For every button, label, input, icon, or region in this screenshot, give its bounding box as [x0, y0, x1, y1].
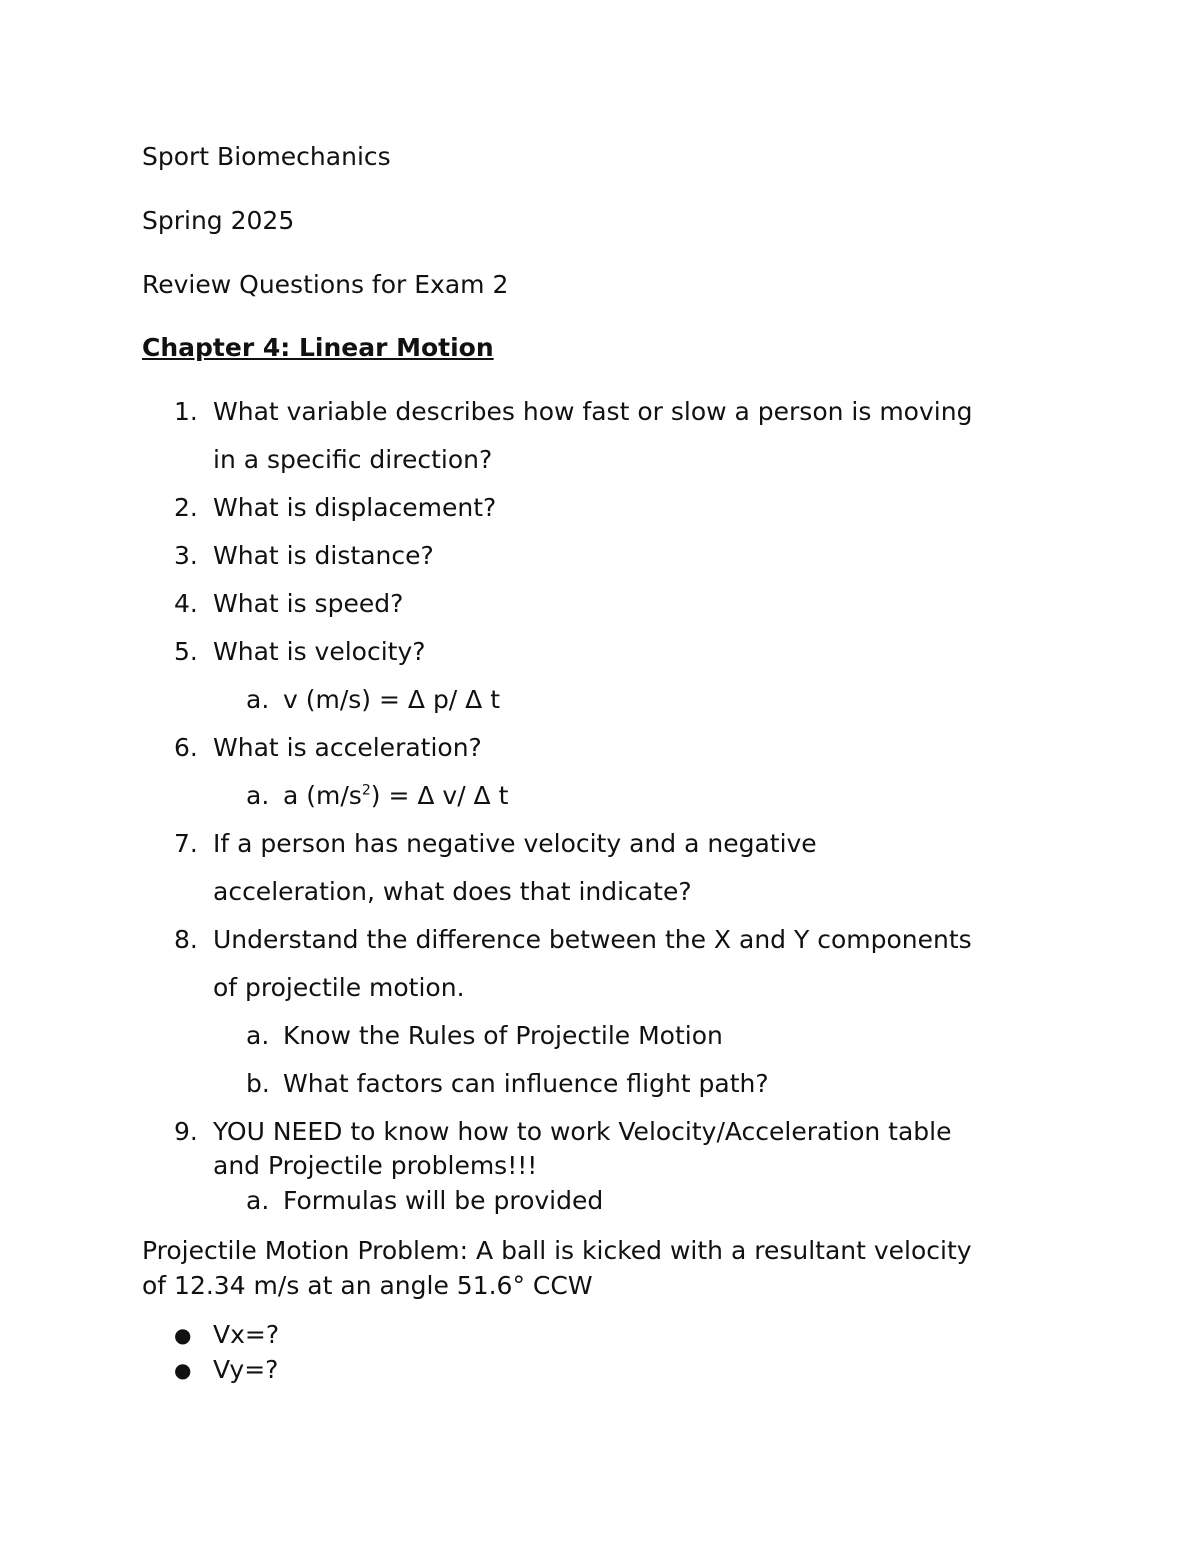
question-number: 2.	[174, 493, 198, 522]
velocity-formula: v (m/s) = Δ p/ Δ t	[283, 685, 501, 714]
question-text-continued: and Projectile problems!!!	[213, 1151, 538, 1180]
course-title: Sport Biomechanics	[142, 142, 391, 171]
question-text-continued: of projectile motion.	[213, 973, 465, 1002]
question-text-continued: acceleration, what does that indicate?	[213, 877, 692, 906]
subquestion-text: Formulas will be provided	[283, 1186, 604, 1215]
problem-statement-continued: of 12.34 m/s at an angle 51.6° CCW	[142, 1271, 593, 1300]
bullet-icon: ●	[174, 1358, 192, 1382]
question-number: 3.	[174, 541, 198, 570]
subquestion-label: a.	[246, 1186, 270, 1215]
question-number: 9.	[174, 1117, 198, 1146]
question-text: What is acceleration?	[213, 733, 482, 762]
question-number: 1.	[174, 397, 198, 426]
question-text: What is velocity?	[213, 637, 426, 666]
vy-prompt: Vy=?	[213, 1355, 279, 1384]
subquestion-label: a.	[246, 781, 270, 810]
subquestion-label: a.	[246, 1021, 270, 1050]
acceleration-formula	[283, 779, 508, 813]
problem-statement: Projectile Motion Problem: A ball is kicked with a resultant velocity	[142, 1236, 972, 1265]
subquestion-label: a.	[246, 685, 270, 714]
question-number: 7.	[174, 829, 198, 858]
question-text: What is distance?	[213, 541, 434, 570]
question-text: What variable describes how fast or slow a person is moving	[213, 397, 973, 426]
question-number: 8.	[174, 925, 198, 954]
question-number: 6.	[174, 733, 198, 762]
question-number: 4.	[174, 589, 198, 618]
question-text: If a person has negative velocity and a negative	[213, 829, 817, 858]
term-label: Spring 2025	[142, 206, 295, 235]
question-text: What is speed?	[213, 589, 404, 618]
subquestion-text: Know the Rules of Projectile Motion	[283, 1021, 723, 1050]
bullet-icon: ●	[174, 1323, 192, 1347]
question-number: 5.	[174, 637, 198, 666]
question-text: What is displacement?	[213, 493, 497, 522]
chapter-heading: Chapter 4: Linear Motion	[142, 333, 494, 362]
vx-prompt: Vx=?	[213, 1320, 280, 1349]
subquestion-text: What factors can influence flight path?	[283, 1069, 769, 1098]
question-text: Understand the difference between the X and Y components	[213, 925, 972, 954]
formula-exponent: 2	[361, 782, 371, 799]
formula-part: a (m/s	[283, 781, 362, 810]
subquestion-label: b.	[246, 1069, 270, 1098]
question-text: YOU NEED to know how to work Velocity/Acceleration table	[213, 1117, 952, 1146]
formula-part: ) = Δ v/ Δ t	[370, 781, 509, 810]
question-text-continued: in a specific direction?	[213, 445, 493, 474]
document-subtitle: Review Questions for Exam 2	[142, 270, 509, 299]
